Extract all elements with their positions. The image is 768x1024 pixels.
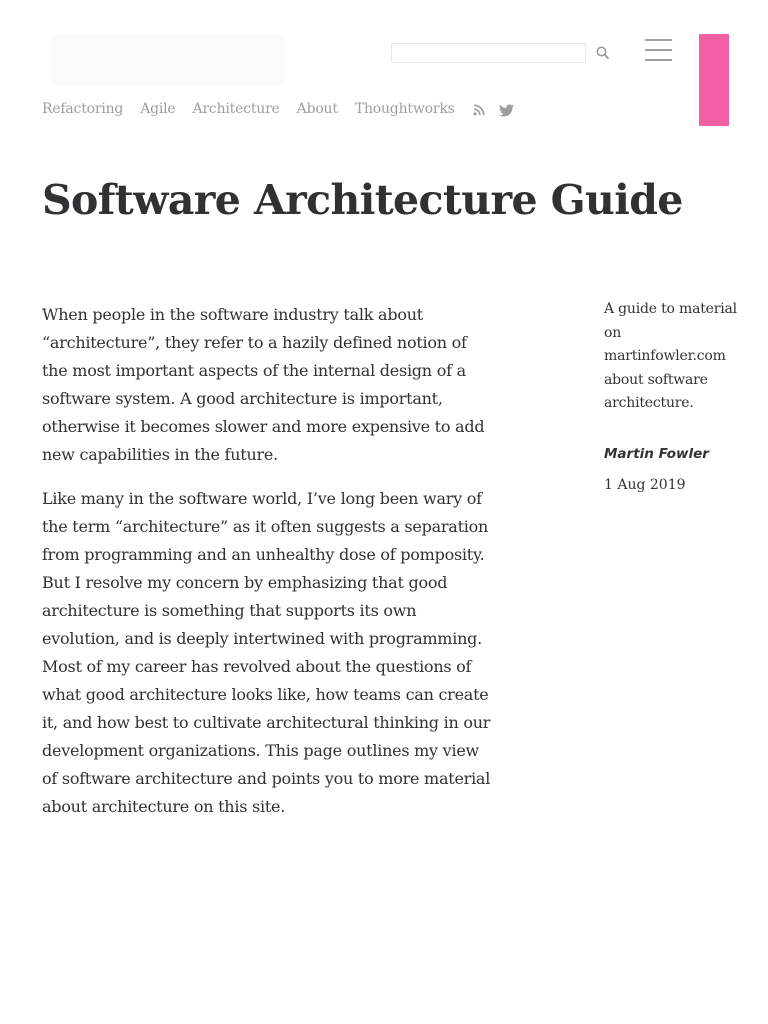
article-body xyxy=(42,301,492,837)
page-title: Software Architecture Guide xyxy=(42,176,683,224)
nav-link-about[interactable]: About xyxy=(296,101,338,117)
main-nav xyxy=(42,101,526,117)
rss-icon[interactable] xyxy=(472,102,486,116)
publish-date: 1 Aug 2019 xyxy=(604,476,686,493)
nav-link-thoughtworks[interactable]: Thoughtworks xyxy=(354,101,455,117)
search-input[interactable] xyxy=(391,43,586,63)
nav-link-architecture[interactable]: Architecture xyxy=(192,101,280,117)
nav-link-refactoring[interactable]: Refactoring xyxy=(42,101,124,117)
accent-bar xyxy=(699,34,729,126)
body-paragraph: Like many in the software world, I’ve long been wary of the term “architecture” as it often suggests a separation from programming and an unhealthy dose of pomposity. But I resolve my concern by emphasizing that good architecture is something that supports its own evolution, and is deeply intertwined with programming. Most of my career has revolved about the questions of what good architecture looks like, how teams can create it, and how best to cultivate architectural thinking in our development organizations. This page outlines my view of software architecture and points you to more material about architecture on this site. xyxy=(42,489,491,816)
nav-link-agile[interactable]: Agile xyxy=(140,101,176,117)
site-logo[interactable] xyxy=(52,34,284,86)
twitter-icon[interactable] xyxy=(499,102,513,116)
hamburger-menu-icon[interactable] xyxy=(645,39,673,63)
article-summary: A guide to material on martinfowler.com about software architecture. xyxy=(604,301,737,411)
intro-paragraph: When people in the software industry talk about “architecture”, they refer to a hazily defined notion of the most important aspects of the internal design of a software system. A good architecture is important, otherwise it becomes slower and more expensive to add new capabilities in the future. xyxy=(42,305,485,464)
search-icon[interactable] xyxy=(595,45,611,61)
author-link[interactable]: Martin Fowler xyxy=(604,445,709,462)
article-meta-sidebar xyxy=(604,298,754,493)
